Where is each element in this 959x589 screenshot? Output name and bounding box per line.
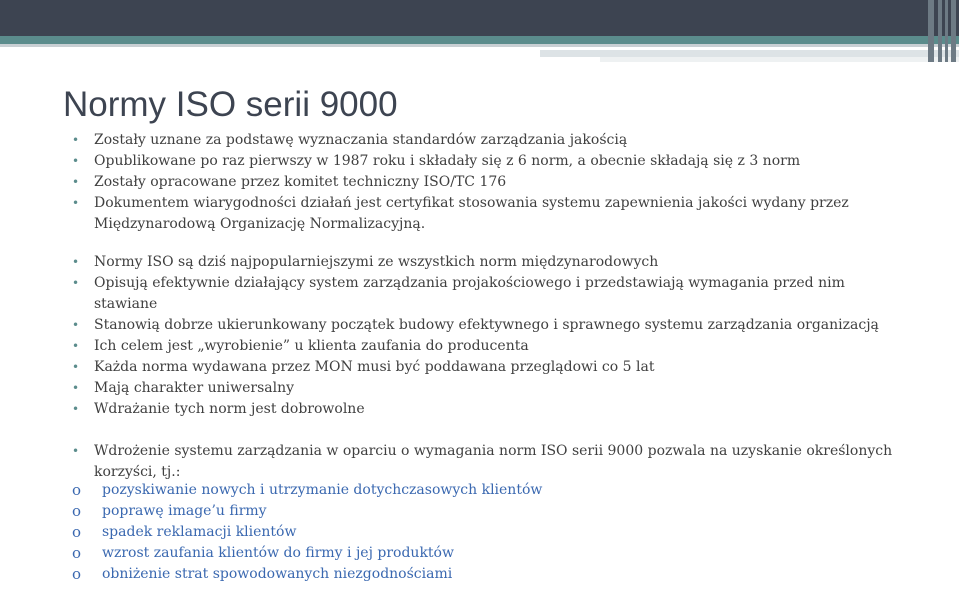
benefit-text: obniżenie strat spowodowanych niezgodnościami xyxy=(102,566,453,582)
header-vertical-bar xyxy=(928,0,934,62)
bullet-text: Opisują efektywnie działający system zarządzania projakościowego i przedstawiają wymagania przed nim stawiane xyxy=(94,275,845,312)
bullet-text: Wdrażanie tych norm jest dobrowolne xyxy=(94,401,365,417)
bullet-item xyxy=(0,130,894,151)
benefit-item xyxy=(0,480,902,501)
header-vertical-bar xyxy=(945,0,948,62)
slide-title: Normy ISO serii 9000 xyxy=(63,85,398,124)
bullet-dot-icon: • xyxy=(72,360,80,374)
benefits-list xyxy=(0,480,902,585)
header-vertical-bar xyxy=(938,0,942,62)
benefit-item xyxy=(0,501,902,522)
bullet-dot-icon: • xyxy=(72,196,80,210)
bullet-group-iso-popularity xyxy=(0,252,894,357)
bullet-text: Każda norma wydawana przez MON musi być poddawana przeglądowi co 5 lat xyxy=(94,359,655,375)
circle-bullet-icon: o xyxy=(72,502,82,520)
bullet-item xyxy=(0,399,894,420)
bullet-group-iso-origin xyxy=(0,130,894,235)
circle-bullet-icon: o xyxy=(72,565,82,583)
bullet-dot-icon: • xyxy=(72,444,80,458)
bullet-item xyxy=(0,441,894,483)
circle-bullet-icon: o xyxy=(72,481,82,499)
header-strip-lower xyxy=(600,57,959,62)
bullet-item xyxy=(0,273,894,315)
bullet-text: Opublikowane po raz pierwszy w 1987 roku i składały się z 6 norm, a obecnie składają się z 3 norm xyxy=(94,153,801,169)
bullet-dot-icon: • xyxy=(72,339,80,353)
bullet-item xyxy=(0,357,894,378)
benefit-text: pozyskiwanie nowych i utrzymanie dotychczasowych klientów xyxy=(102,482,543,498)
bullet-text: Dokumentem wiarygodności działań jest certyfikat stosowania systemu zapewnienia jakości wydany przez Międzynarodową Organizację Normalizacyjną. xyxy=(94,195,849,232)
bullet-item xyxy=(0,252,894,273)
benefit-item xyxy=(0,564,902,585)
bullet-dot-icon: • xyxy=(72,255,80,269)
benefit-text: spadek reklamacji klientów xyxy=(102,524,297,540)
benefit-item xyxy=(0,522,902,543)
bullet-dot-icon: • xyxy=(72,154,80,168)
bullet-dot-icon: • xyxy=(72,276,80,290)
bullet-dot-icon: • xyxy=(72,402,80,416)
benefit-text: poprawę image’u firmy xyxy=(102,503,267,519)
bullet-item xyxy=(0,336,894,357)
bullet-group-implementation xyxy=(0,441,894,483)
bullet-text: Mają charakter uniwersalny xyxy=(94,380,295,396)
bullet-text: Wdrożenie systemu zarządzania w oparciu o wymagania norm ISO serii 9000 pozwala na uzyskanie określonych korzyści, tj.: xyxy=(94,443,893,480)
circle-bullet-icon: o xyxy=(72,544,82,562)
header-light-band xyxy=(0,44,959,47)
header-strip xyxy=(540,50,959,57)
bullet-text: Ich celem jest „wyrobienie” u klienta zaufania do producenta xyxy=(94,338,529,354)
bullet-dot-icon: • xyxy=(72,318,80,332)
bullet-item xyxy=(0,315,894,336)
bullet-text: Zostały uznane za podstawę wyznaczania standardów zarządzania jakością xyxy=(94,132,628,148)
benefit-text: wzrost zaufania klientów do firmy i jej produktów xyxy=(102,545,454,561)
bullet-item xyxy=(0,151,894,172)
bullet-dot-icon: • xyxy=(72,133,80,147)
bullet-dot-icon: • xyxy=(72,175,80,189)
bullet-item xyxy=(0,172,894,193)
bullet-group-norm-review xyxy=(0,357,894,420)
bullet-text: Zostały opracowane przez komitet techniczny ISO/TC 176 xyxy=(94,174,507,190)
bullet-item xyxy=(0,378,894,399)
circle-bullet-icon: o xyxy=(72,523,82,541)
benefit-item xyxy=(0,543,902,564)
header-vertical-bar xyxy=(951,0,956,62)
header-band xyxy=(0,0,959,36)
bullet-text: Stanowią dobrze ukierunkowany początek budowy efektywnego i sprawnego systemu zarządzania organizacją xyxy=(94,317,879,333)
header-accent-band xyxy=(0,36,959,44)
bullet-dot-icon: • xyxy=(72,381,80,395)
bullet-text: Normy ISO są dziś najpopularniejszymi ze wszystkich norm międzynarodowych xyxy=(94,254,659,270)
bullet-item xyxy=(0,193,894,235)
